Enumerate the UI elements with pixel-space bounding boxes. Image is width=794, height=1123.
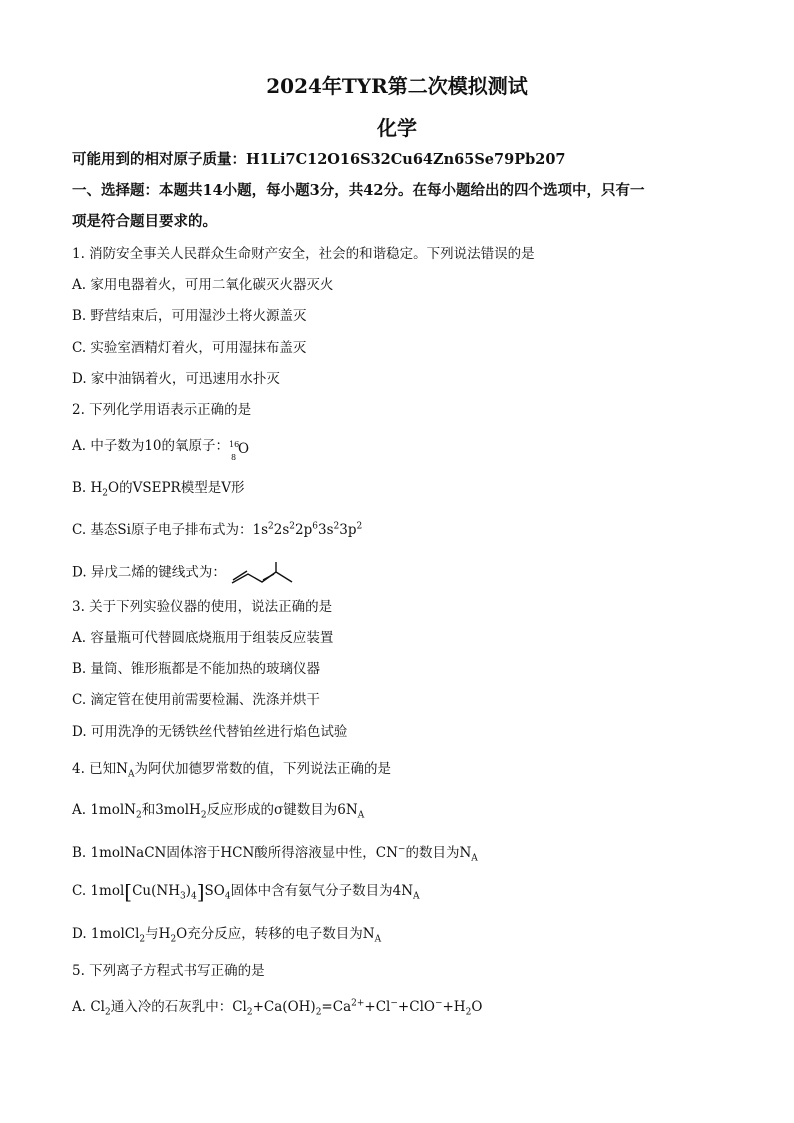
orbital-1s: 1s (252, 522, 269, 538)
q4-c-close: ) (185, 883, 191, 899)
exam-title: 2024年TYR第二次模拟测试 (266, 74, 528, 98)
q5-a-eq6: O (471, 999, 483, 1015)
section-heading-line1: 一、选择题：本题共14小题，每小题3分，共42分。在每小题给出的四个选项中，只有一 (72, 182, 645, 199)
q5-a-eq2: =Ca (321, 999, 352, 1015)
q1-option-c: C. 实验室酒精灯着火，可用湿抹布盖灭 (72, 340, 307, 356)
q4-d-post: O充分反应，转移的电子数目为N (176, 926, 375, 942)
q4-b-na-sub: A (471, 853, 478, 864)
orbital-3p-e: 2 (356, 521, 363, 532)
orbital-2s-e: 2 (289, 521, 296, 532)
q2-b-h: H (90, 480, 103, 496)
q5-a-eq1: +Ca(OH) (252, 999, 316, 1015)
q5-stem: 5. 下列离子方程式书写正确的是 (72, 963, 265, 979)
q4-a-post: 反应形成的σ键数目为6N (206, 802, 358, 818)
orbital-2s: 2s (273, 522, 290, 538)
q4-option-a (72, 800, 364, 820)
element-symbol: O (238, 440, 250, 457)
q4-stem-post: 为阿伏加德罗常数的值，下列说法正确的是 (134, 761, 391, 777)
orbital-2p-e: 6 (312, 521, 318, 532)
q1-option-b: B. 野营结束后，可用湿沙土将火源盖灭 (72, 308, 307, 324)
orbital-3s-e: 2 (333, 521, 340, 532)
isoprene-skeletal-formula (230, 560, 300, 586)
q4-a-sub1: 2 (135, 810, 142, 821)
q4-option-b (72, 843, 478, 863)
q2-option-a-text: A. 中子数为10的氧原子： (72, 438, 230, 454)
q5-a-mid: 通入冷的石灰乳中：Cl (110, 999, 247, 1015)
oxygen-nuclide (229, 437, 250, 462)
q5-a-clo-charge: − (434, 998, 443, 1009)
subject-title: 化学 (377, 116, 417, 140)
q2-option-d (72, 560, 300, 586)
q5-a-sub4: 2 (465, 1007, 472, 1018)
q4-d-sub2: 2 (170, 934, 177, 945)
q3-option-d: D. 可用洗净的无锈铁丝代替铂丝进行焰色试验 (72, 724, 348, 740)
q2-b-rest: O的VSEPR模型是V形 (108, 480, 245, 496)
q4-c-sub4: 4 (191, 891, 197, 902)
avogadro-sub: A (127, 769, 135, 780)
q4-option-d (72, 924, 381, 944)
q4-a-mid: 和3molH (141, 802, 201, 818)
q5-a-ca-charge: 2+ (351, 998, 365, 1009)
q2-option-a (72, 436, 250, 462)
q1-option-a: A. 家用电器着火，可用二氧化碳灭火器灭火 (72, 277, 334, 293)
q4-d-mid: 与H (145, 926, 171, 942)
left-bracket: [ (124, 879, 133, 904)
q1-option-d: D. 家中油锅着火，可迅速用水扑灭 (72, 371, 280, 387)
q5-a-sub1: 2 (104, 1007, 111, 1018)
avogadro-symbol: N (116, 761, 128, 777)
q4-a-sub2: 2 (200, 810, 207, 821)
q2-b-label: B. (72, 480, 91, 496)
q4-a-pre: A. 1molN (72, 802, 136, 818)
q4-d-na-sub: A (374, 934, 382, 945)
q5-a-cl-charge: − (390, 998, 398, 1009)
q2-b-sub: 2 (102, 488, 109, 499)
q4-stem (72, 759, 391, 779)
q5-a-sub3: 2 (315, 1007, 322, 1018)
q3-option-b: B. 量筒、锥形瓶都是不能加热的玻璃仪器 (72, 661, 321, 677)
q2-c-text: C. 基态Si原子电子排布式为： (72, 522, 253, 538)
q4-d-sub1: 2 (139, 934, 146, 945)
orbital-1s-e: 2 (268, 521, 274, 532)
q2-option-c (72, 520, 362, 540)
q5-a-eq5: +H (442, 999, 466, 1015)
q4-option-c (72, 881, 420, 902)
q4-c-so4: 4 (224, 891, 231, 902)
q3-stem: 3. 关于下列实验仪器的使用，说法正确的是 (72, 599, 333, 615)
q4-c-complex: Cu(NH (132, 883, 180, 899)
q4-c-sub3: 3 (179, 891, 186, 902)
section-heading-line2: 项是符合题目要求的。 (72, 213, 217, 230)
q4-stem-pre: 4. 已知 (72, 761, 117, 777)
q5-option-a (72, 997, 482, 1017)
orbital-3s: 3s (318, 522, 334, 538)
q4-a-na-sub: A (357, 810, 365, 821)
q2-option-b (72, 478, 244, 498)
orbital-2p: 2p (295, 522, 313, 538)
q2-stem: 2. 下列化学用语表示正确的是 (72, 402, 252, 418)
q4-c-pre: C. 1mol (72, 883, 125, 899)
q4-b-mid: 的数目为N (405, 845, 472, 861)
q2-d-text: D. 异戊二烯的键线式为： (72, 564, 226, 581)
q4-c-so: SO (204, 883, 225, 899)
atomic-masses: 可能用到的相对原子质量：H1Li7C12O16S32Cu64Zn65Se79Pb207 (72, 151, 566, 168)
q4-b-pre: B. 1molNaCN固体溶于HCN酸所得溶液显中性，CN (72, 845, 398, 861)
q4-d-pre: D. 1molCl (72, 926, 140, 942)
atomic-number: 8 (231, 452, 237, 462)
q1-stem: 1. 消防安全事关人民群众生命财产安全，社会的和谐稳定。下列说法错误的是 (72, 246, 535, 262)
mass-number: 16 (229, 439, 240, 449)
q3-option-c: C. 滴定管在使用前需要检漏、洗涤并烘干 (72, 692, 320, 708)
q3-option-a: A. 容量瓶可代替圆底烧瓶用于组装反应装置 (72, 630, 334, 646)
q5-a-sub2: 2 (246, 1007, 253, 1018)
right-bracket: ] (196, 879, 205, 904)
q5-a-eq4: +ClO (397, 999, 435, 1015)
q4-c-na-sub: A (413, 891, 420, 902)
q5-a-eq3: +Cl (364, 999, 391, 1015)
q5-a-pre: A. Cl (72, 999, 105, 1015)
q4-c-post: 固体中含有氨气分子数目为4N (230, 883, 414, 899)
orbital-3p: 3p (339, 522, 357, 538)
q4-b-charge: − (397, 844, 406, 855)
